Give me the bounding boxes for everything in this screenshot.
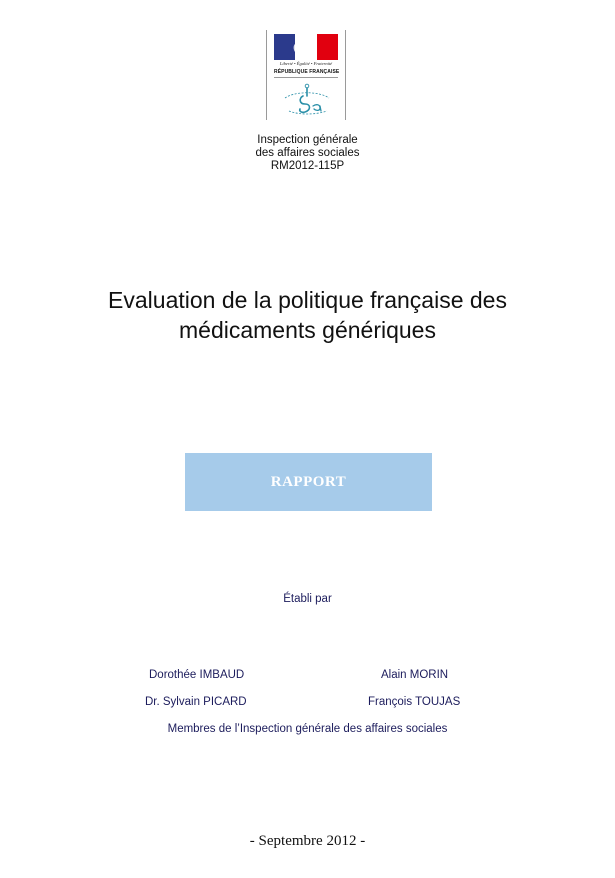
igas-logo-icon bbox=[283, 82, 331, 116]
report-title bbox=[60, 285, 555, 345]
motto-text: Liberté • Égalité • Fraternité bbox=[279, 61, 333, 66]
marianne-profile-icon bbox=[274, 34, 338, 60]
author-name: Dorothée IMBAUD bbox=[149, 669, 245, 681]
author-name: Alain MORIN bbox=[381, 669, 449, 681]
authors-intro: Établi par bbox=[283, 593, 332, 605]
report-reference: RM2012-115P bbox=[270, 160, 345, 172]
logo-block bbox=[266, 30, 346, 120]
authors-affiliation: Membres de l’Inspection générale des affaires sociales bbox=[167, 723, 448, 735]
report-date: - Septembre 2012 - bbox=[249, 833, 366, 849]
report-type-label: RAPPORT bbox=[270, 473, 347, 490]
author-name: Dr. Sylvain PICARD bbox=[145, 696, 247, 708]
report-type-banner bbox=[185, 453, 432, 511]
org-name-line1: Inspection générale bbox=[257, 134, 358, 146]
logo-divider bbox=[274, 77, 338, 78]
report-title-line1: Evaluation de la politique française des bbox=[108, 287, 507, 313]
republique-francaise-label: RÉPUBLIQUE FRANÇAISE bbox=[274, 69, 340, 75]
author-name: François TOUJAS bbox=[368, 696, 461, 708]
org-name-line2: des affaires sociales bbox=[255, 147, 360, 159]
report-title-line2: médicaments génériques bbox=[179, 317, 436, 343]
